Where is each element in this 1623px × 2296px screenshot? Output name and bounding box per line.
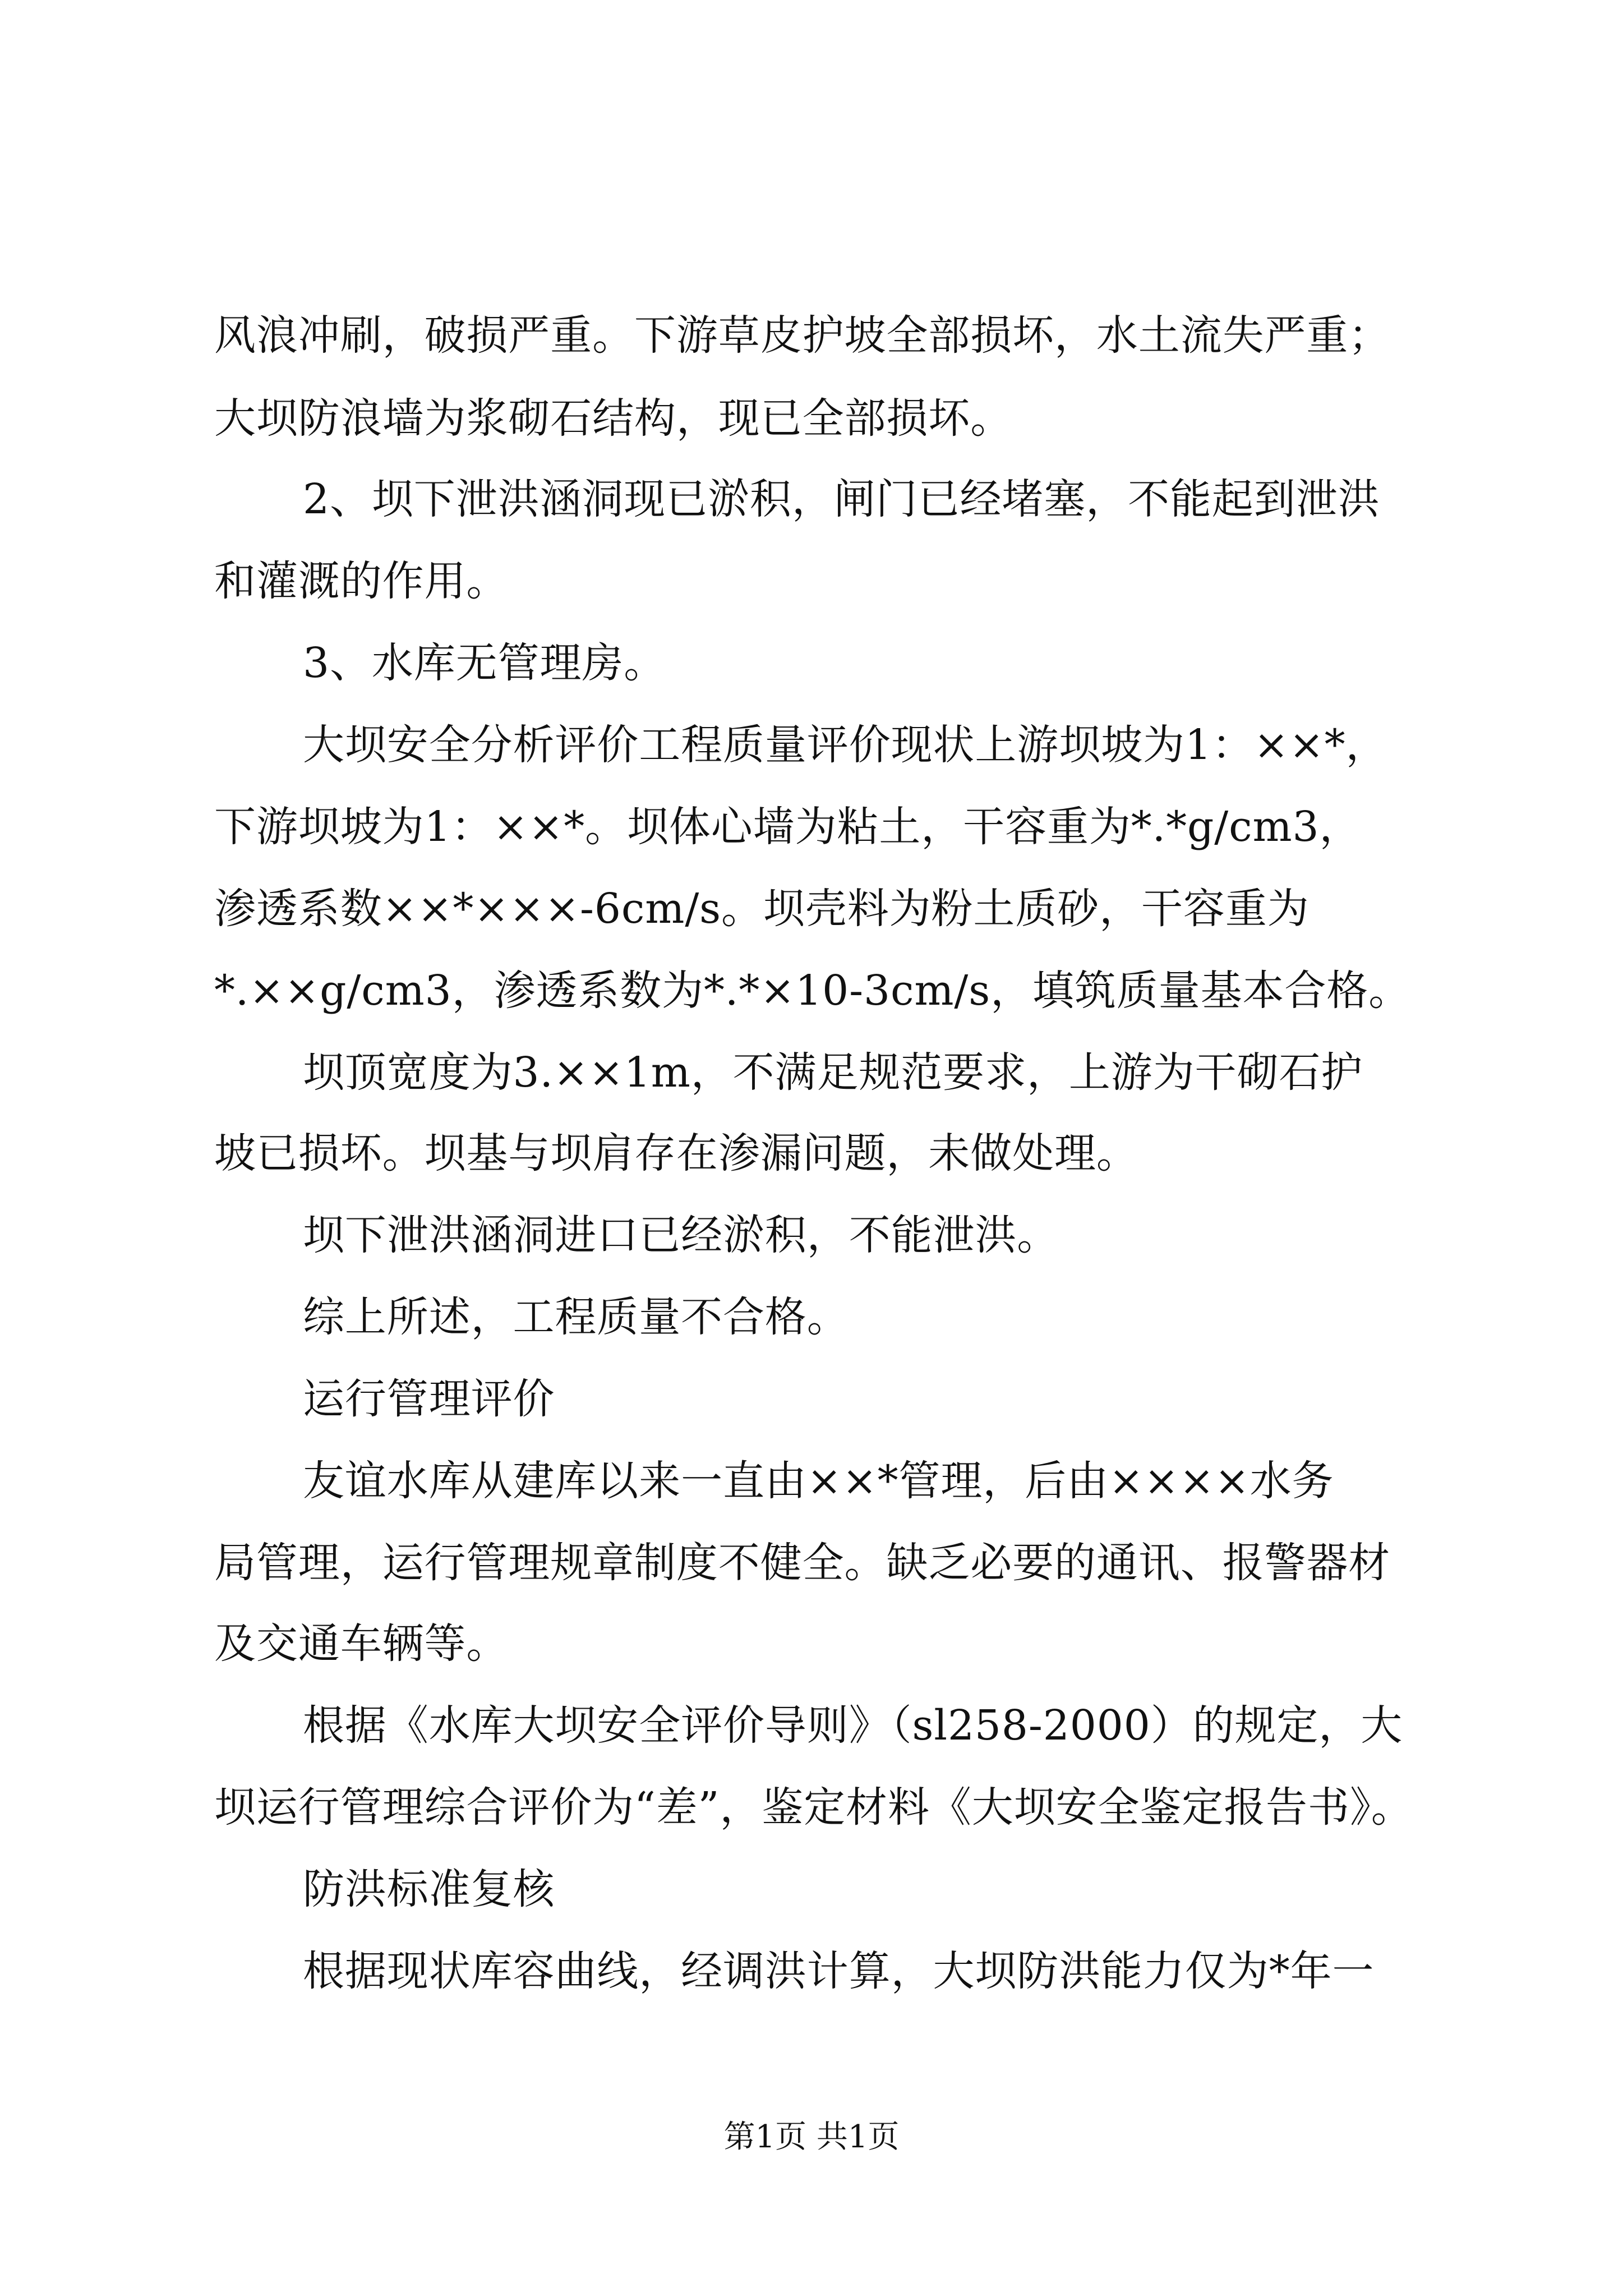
section-heading: 运行管理评价: [303, 1375, 555, 1423]
text-line: 大坝防浪墙为浆砌石结构，现已全部损坏。: [214, 394, 1013, 443]
text-line: 综上所述，工程质量不合格。: [303, 1293, 849, 1341]
text-line: 2、坝下泄洪涵洞现已淤积，闸门已经堵塞，不能起到泄洪: [303, 475, 1380, 523]
text-line: 及交通车辆等。: [214, 1619, 509, 1668]
text-line: 坝运行管理综合评价为“差”，鉴定材料《大坝安全鉴定报告书》。: [214, 1783, 1413, 1832]
text-line: 3、水库无管理房。: [303, 639, 666, 687]
text-line: 和灌溉的作用。: [214, 557, 509, 605]
text-line: 大坝安全分析评价工程质量评价现状上游坝坡为1：××*，: [303, 721, 1388, 769]
page-footer: 第1页 共1页: [723, 2119, 900, 2155]
text-line: 渗透系数××*×××-6cm/s。坝壳料为粉土质砂，干容重为: [214, 885, 1310, 933]
text-line: 风浪冲刷，破损严重。下游草皮护坡全部损坏，水土流失严重；: [214, 311, 1391, 360]
text-line: 局管理，运行管理规章制度不健全。缺乏必要的通讯、报警器材: [214, 1539, 1391, 1587]
text-line: 下游坝坡为1：××*。坝体心墙为粘土，干容重为*.*g/cm3，: [214, 803, 1362, 851]
section-heading: 防洪标准复核: [303, 1865, 555, 1913]
text-line: 坝下泄洪涵洞进口已经淤积，不能泄洪。: [303, 1211, 1059, 1259]
text-line: 友谊水库从建库以来一直由××*管理，后由××××水务: [303, 1457, 1334, 1505]
text-line: *.××g/cm3，渗透系数为*.*×10-3cm/s，填筑质量基本合格。: [214, 967, 1411, 1015]
text-line: 根据《水库大坝安全评价导则》（sl258-2000）的规定，大: [303, 1701, 1403, 1750]
text-line: 坡已损坏。坝基与坝肩存在渗漏问题，未做处理。: [214, 1129, 1138, 1177]
text-line: 坝顶宽度为3.××1m，不满足规范要求，上游为干砌石护: [303, 1048, 1363, 1097]
text-line: 根据现状库容曲线，经调洪计算，大坝防洪能力仅为*年一: [303, 1947, 1375, 1995]
